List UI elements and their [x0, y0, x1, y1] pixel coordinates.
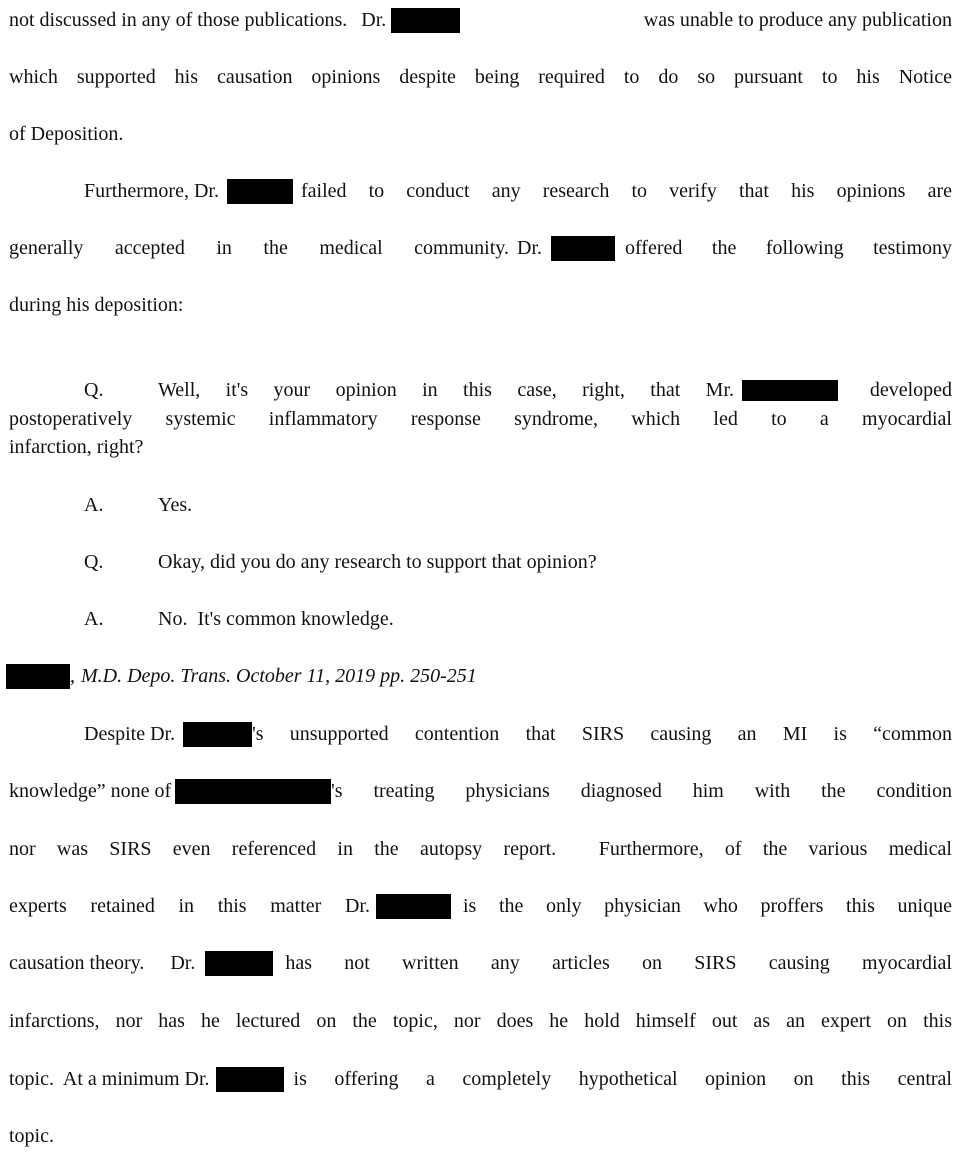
text-line — [9, 435, 952, 459]
text-segment: Furthermore, Dr. — [84, 180, 219, 202]
text-segment: developed — [869, 379, 952, 401]
text-segment: Despite Dr. — [84, 723, 176, 745]
text-segment: nor was SIRS even referenced in the autopsy report. Furthermore, of the various medical — [9, 838, 952, 860]
text-segment: No. It's common knowledge. — [158, 608, 394, 630]
text-segment: Well, it's your opinion in this case, right, that Mr. — [158, 379, 734, 401]
citation-text: M.D. Depo. Trans. October 11, 2019 pp. 250-251 — [81, 665, 477, 687]
testimony-a1 — [84, 493, 952, 517]
text-segment: of Deposition. — [9, 123, 124, 145]
testimony-q2 — [84, 550, 952, 574]
redaction-box — [376, 894, 451, 919]
text-segment: infarction, right? — [9, 436, 144, 458]
redaction-box — [551, 236, 615, 261]
text-line — [9, 1067, 952, 1091]
redaction-box — [742, 380, 838, 401]
testimony-a2 — [84, 607, 952, 631]
text-segment: Yes. — [158, 494, 193, 516]
text-line — [9, 779, 952, 803]
text-segment: 's treating physicians diagnosed him with the condition — [331, 780, 952, 802]
text-segment: Dr. — [361, 9, 387, 31]
text-segment: topic. — [9, 1125, 54, 1147]
redaction-box — [6, 664, 70, 689]
text-line — [9, 951, 952, 975]
redaction-box — [205, 951, 273, 976]
text-segment: experts retained in this matter Dr. — [9, 895, 370, 917]
text-segment: was unable to produce any publication — [643, 9, 952, 31]
text-segment: postoperatively systemic inflammatory response syndrome, which led to a myocardial — [9, 408, 952, 430]
text-segment: topic. At a minimum Dr. — [9, 1068, 210, 1090]
text-line — [9, 293, 952, 317]
text-line — [9, 894, 952, 918]
text-line — [9, 236, 952, 260]
question-label: Q. — [84, 551, 104, 573]
text-line — [9, 1124, 952, 1148]
text-segment: failed to conduct any research to verify that his opinions are — [300, 180, 952, 202]
text-segment: 's unsupported contention that SIRS causing an MI is “common — [252, 723, 952, 745]
text-segment: is the only physician who proffers this unique — [463, 895, 952, 917]
citation — [6, 664, 949, 688]
text-line — [9, 1009, 952, 1033]
answer-label: A. — [84, 494, 104, 516]
redaction-box — [391, 8, 460, 33]
question-label: Q. — [84, 379, 104, 401]
redaction-box — [216, 1067, 284, 1092]
text-segment: generally accepted in the medical community. — [9, 237, 509, 259]
text-segment: has not written any articles on SIRS causing myocardial — [285, 952, 952, 974]
text-line — [9, 65, 952, 89]
redaction-box — [227, 179, 293, 204]
text-segment: offered the following testimony — [625, 237, 952, 259]
text-segment: not discussed in any of those publications. — [9, 9, 348, 31]
text-line — [84, 722, 952, 746]
text-segment: knowledge” none of — [9, 780, 172, 802]
text-line — [9, 122, 952, 146]
citation-comma: , — [70, 665, 75, 687]
redaction-box — [183, 722, 252, 747]
text-line — [9, 407, 952, 431]
text-segment: Dr. — [517, 237, 542, 259]
text-segment: causation theory. — [9, 952, 145, 974]
text-segment: Dr. — [170, 952, 196, 974]
text-line — [9, 837, 952, 861]
text-segment: which supported his causation opinions despite being required to do so pursuant to his Notice — [9, 66, 952, 88]
text-segment: infarctions, nor has he lectured on the topic, nor does he hold himself out as an expert on this — [9, 1010, 952, 1032]
text-line — [9, 8, 952, 32]
text-segment: during his deposition: — [9, 294, 184, 316]
redaction-box — [175, 779, 331, 804]
testimony-q1 — [84, 378, 952, 402]
answer-label: A. — [84, 608, 104, 630]
text-segment: Okay, did you do any research to support that opinion? — [158, 551, 597, 573]
text-segment: is offering a completely hypothetical opinion on this central — [293, 1068, 952, 1090]
text-line — [84, 179, 952, 203]
